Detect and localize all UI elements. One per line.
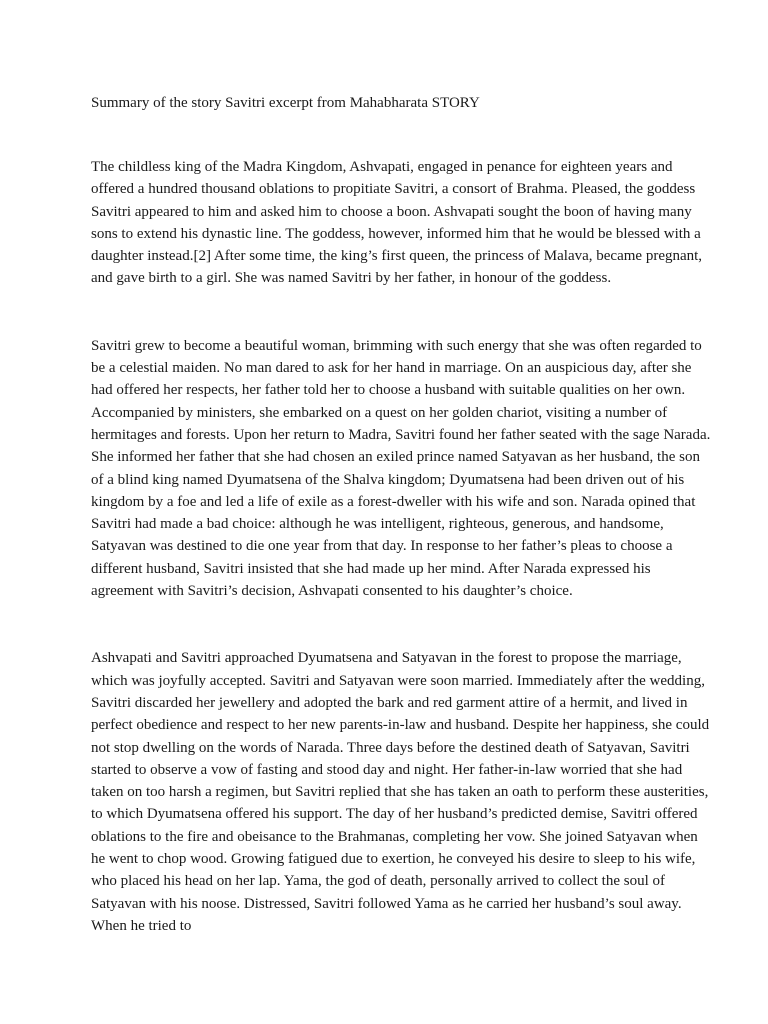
document-page xyxy=(91,93,711,937)
paragraph-choice-of-husband: Savitri grew to become a beautiful woman, brimming with such energy that she was often regarded to be a celestial maiden. No man dared to ask for her hand in marriage. On an auspicious day, after she had offered her respects, her father told her to choose a husband with suitable qualities on her own. Accompanied by ministers, she embarked on a quest on her golden chariot, visiting a number of hermitages and forests. Upon her return to Madra, Savitri found her father seated with the sage Narada. She informed her father that she had chosen an exiled prince named Satyavan as her husband, the son of a blind king named Dyumatsena of the Shalva kingdom; Dyumatsena had been driven out of his kingdom by a foe and led a life of exile as a forest-dweller with his wife and son. Narada opined that Savitri had made a bad choice: although he was intelligent, righteous, generous, and handsome, Satyavan was destined to die one year from that day. In response to her father’s pleas to choose a different husband, Savitri insisted that she had made up her mind. After Narada expressed his agreement with Savitri’s decision, Ashvapati consented to his daughter’s choice. xyxy=(91,337,711,600)
paragraph-birth-of-savitri: The childless king of the Madra Kingdom, Ashvapati, engaged in penance for eighteen years and offered a hundred thousand oblations to propitiate Savitri, a consort of Brahma. Pleased, the goddess Savitri appeared to him and asked him to choose a boon. Ashvapati sought the boon of having many sons to extend his dynastic line. The goddess, however, informed him that he would be blessed with a daughter instead.[2] After some time, the king’s first queen, the princess of Malava, became pregnant, and gave birth to a girl. She was named Savitri by her father, in honour of the goddess. xyxy=(91,159,703,287)
document-title: Summary of the story Savitri excerpt from Mahabharata STORY xyxy=(91,95,480,111)
paragraph-marriage-and-vow: Ashvapati and Savitri approached Dyumatsena and Satyavan in the forest to propose the marriage, which was joyfully accepted. Savitri and Satyavan were soon married. Immediately after the wedding, Savitri discarded her jewellery and adopted the bark and red garment attire of a hermit, and lived in perfect obedience and respect to her new parents-in-law and husband. Despite her happiness, she could not stop dwelling on the words of Narada. Three days before the destined death of Satyavan, Savitri started to observe a vow of fasting and stood day and night. Her father-in-law worried that she had taken on too harsh a regimen, but Savitri replied that she has taken an oath to perform these austerities, to which Dyumatsena offered his support. The day of her husband’s predicted demise, Savitri offered oblations to the fire and obeisance to the Brahmanas, completing her vow. She joined Satyavan when he went to chop wood. Growing fatigued due to exertion, he conveyed his desire to sleep to his wife, who placed his head on her lap. Yama, the god of death, personally arrived to collect the soul of Satyavan with his noose. Distressed, Savitri followed Yama as he carried her husband’s soul away. When he tried to xyxy=(91,650,710,934)
